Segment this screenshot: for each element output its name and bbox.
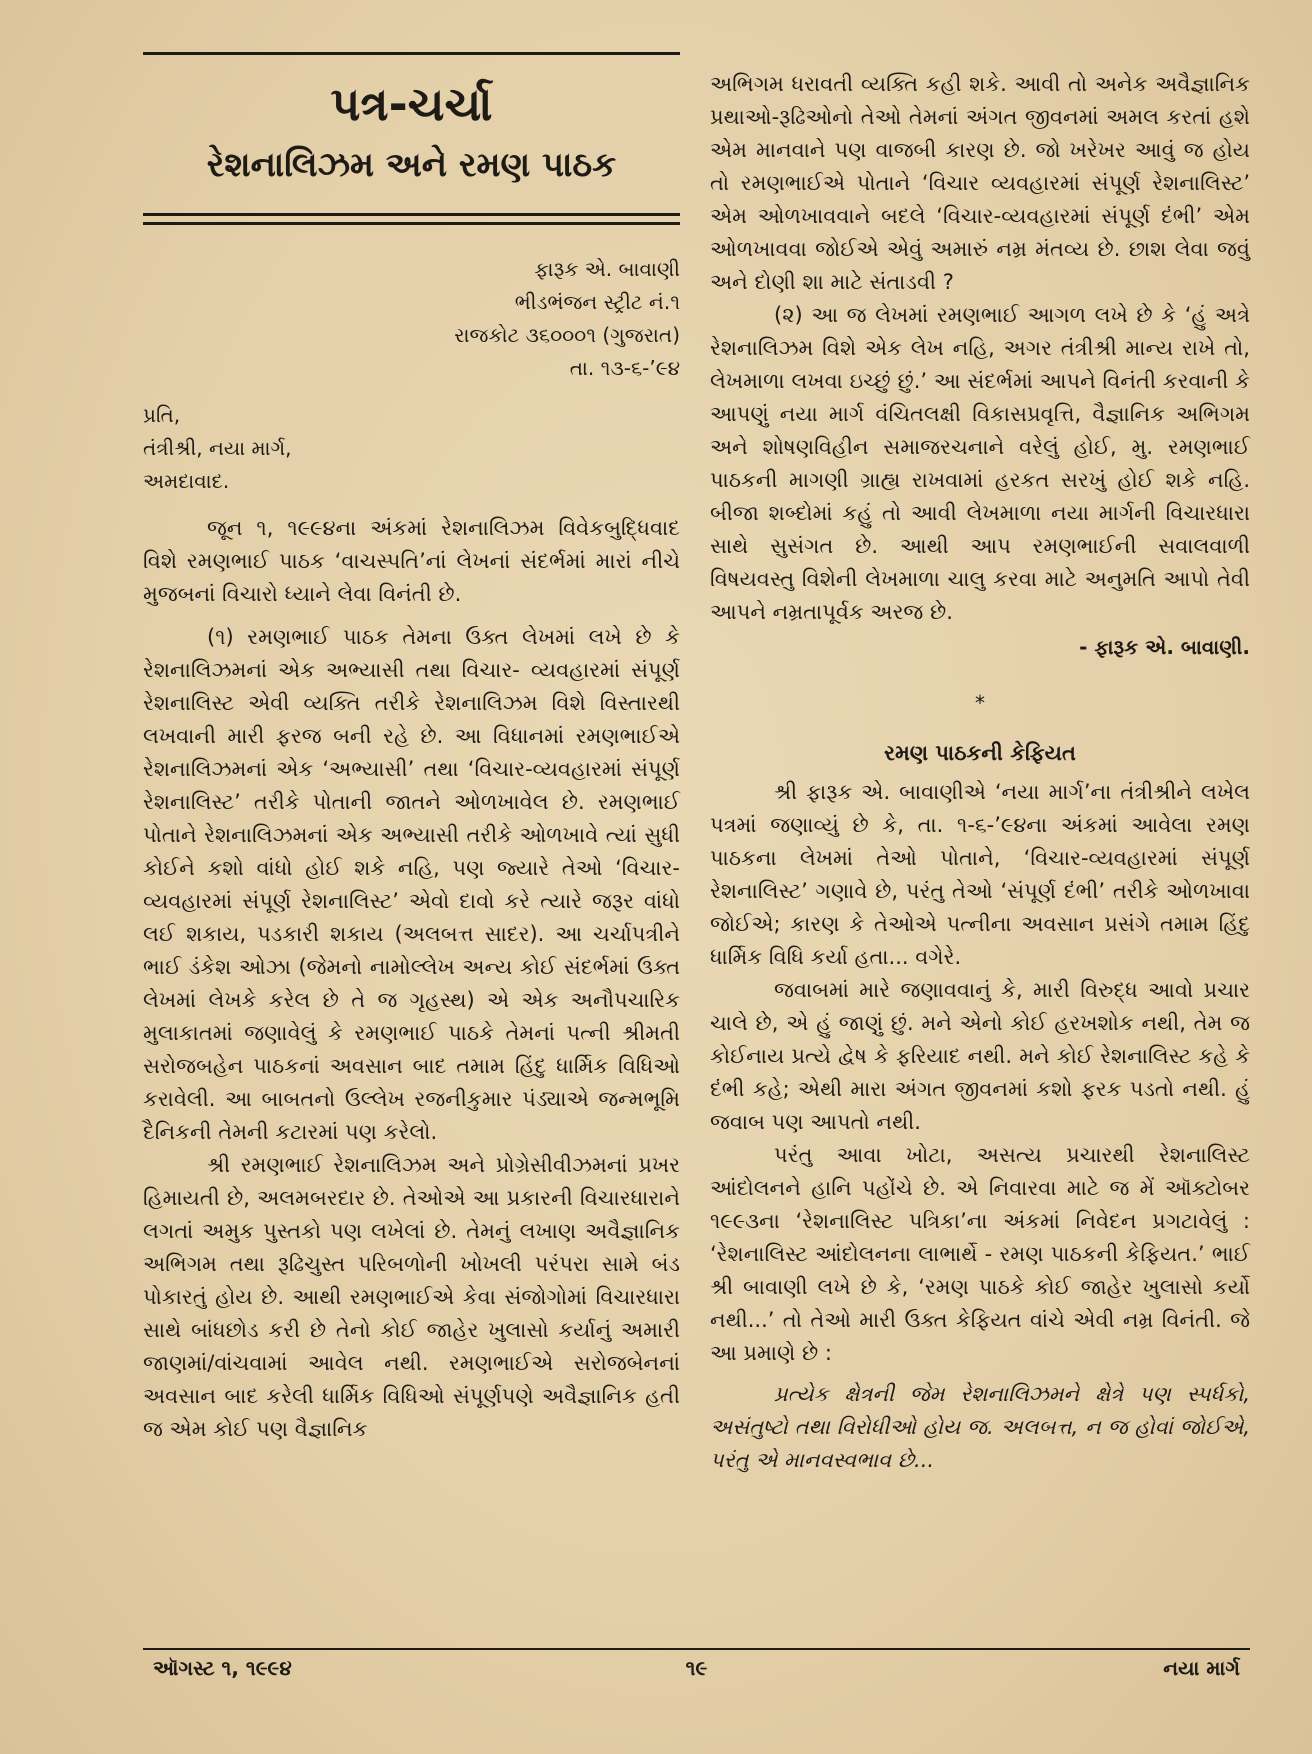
sender-street: ભીડભંજન સ્ટ્રીટ નં.૧ — [514, 290, 680, 314]
response-title: રમણ પાઠકની કેફિયત — [884, 741, 1076, 765]
page-footer — [143, 1656, 1250, 1686]
letter-paragraph: શ્રી રમણભાઈ રેશનાલિઝમ અને પ્રોગ્રેસીવીઝમનાં પ્રખર હિમાયતી છે, અલમબરદાર છે. તેઓએ આ પ્રકારની વિચારધારાને લગતાં અમુક પુસ્તકો પણ લખેલાં છે. તેમનું લખાણ અવૈજ્ઞાનિક અભિગમ તથા રૂઢિચુસ્ત પરિબળોની ખોખલી પરંપરા સામે બંડ પોકારતું હોય છે. આથી રમણભાઈએ કેવા સંજોગોમાં વિચારધારા સાથે બાંધછોડ કરી છે તેનો કોઈ જાહેર ખુલાસો કર્યાનું અમારી જાણમાં/વાંચવામાં આવેલ નથી. રમણભાઈએ સરોજબેનનાં અવસાન બાદ કરેલી ધાર્મિક વિધિઓ સંપૂર્ણપણે અવૈજ્ઞાનિક હતી જ એમ કોઈ પણ વૈજ્ઞાનિક — [143, 1153, 680, 1441]
response-paragraph: શ્રી ફારૂક એ. બાવાણીએ ‘નયા માર્ગ’ના તંત્રીશ્રીને લખેલ પત્રમાં જણાવ્યું છે કે, તા. ૧-૬-’૯૪ના અંકમાં આવેલા રમણ પાઠકના લેખમાં તેઓ પોતાને, ‘વિચાર-વ્યવહારમાં સંપૂર્ણ રેશનાલિસ્ટ’ ગણાવે છે, પરંતુ તેઓ ‘સંપૂર્ણ દંભી’ તરીકે ઓળખાવા જોઈએ; કારણ કે તેઓએ પત્નીના અવસાન પ્રસંગે તમામ હિંદુ ધાર્મિક વિધિ કર્યા હતા... વગેરે. — [710, 780, 1250, 969]
letter-date: તા. ૧૩-૬-’૯૪ — [569, 356, 680, 380]
recipient-line: પ્રતિ, — [143, 403, 181, 427]
article-headline: રેશનાલિઝમ અને રમણ પાઠક — [206, 145, 617, 185]
recipient-line: તંત્રીશ્રી, નયા માર્ગ, — [143, 436, 292, 460]
left-column — [143, 52, 680, 1446]
right-column — [710, 68, 1250, 1477]
letter-paragraph: જૂન ૧, ૧૯૯૪ના અંકમાં રેશનાલિઝમ વિવેકબુદ્ધિવાદ વિશે રમણભાઈ પાઠક ‘વાચસ્પતિ’નાં લેખનાં સંદર્ભમાં મારાં નીચે મુજબનાં વિચારો ધ્યાને લેવા વિનંતી છે. — [143, 516, 680, 606]
top-rule — [143, 52, 680, 55]
section-separator: * — [975, 691, 985, 715]
page-number: ૧૯ — [685, 1656, 708, 1680]
letter-paragraph: (૧) રમણભાઈ પાઠક તેમના ઉક્ત લેખમાં લખે છે કે રેશનાલિઝમનાં એક અભ્યાસી તથા વિચાર- વ્યવહારમાં સંપૂર્ણ રેશનાલિસ્ટ એવી વ્યક્તિ તરીકે રેશનાલિઝમ વિશે વિસ્તારથી લખવાની મારી ફરજ બની રહે છે. આ વિધાનમાં રમણભાઈએ રેશનાલિઝમનાં એક ‘અભ્યાસી’ તથા ‘વિચાર-વ્યવહારમાં સંપૂર્ણ રેશનાલિસ્ટ’ તરીકે પોતાની જાતને ઓળખાવેલ છે. રમણભાઈ પોતાને રેશનાલિઝમનાં એક અભ્યાસી તરીકે ઓળખાવે ત્યાં સુધી કોઈને કશો વાંધો હોઈ શકે નહિ, પણ જ્યારે તેઓ ‘વિચાર-વ્યવહારમાં સંપૂર્ણ રેશનાલિસ્ટ’ એવો દાવો કરે ત્યારે જરૂર વાંધો લઈ શકાય, પડકારી શકાય (અલબત્ત સાદર). આ ચર્ચાપત્રીને ભાઈ ડંકેશ ઓઝા (જેમનો નામોલ્લેખ અન્ય કોઈ સંદર્ભમાં ઉક્ત લેખમાં લેખકે કરેલ છે તે જ ગૃહસ્થ) એ એક અનૌપચારિક મુલાકાતમાં જણાવેલું કે રમણભાઈ પાઠકે તેમનાં પત્ની શ્રીમતી સરોજબહેન પાઠકનાં અવસાન બાદ તમામ હિંદુ ધાર્મિક વિધિઓ કરાવેલી. આ બાબતનો ઉલ્લેખ રજનીકુમાર પંડ્યાએ જન્મભૂમિ દૈનિકની તેમની કટારમાં પણ કરેલો. — [143, 625, 680, 1144]
footer-rule — [143, 1648, 1250, 1650]
letter-paragraph: અભિગમ ધરાવતી વ્યક્તિ કહી શકે. આવી તો અનેક અવૈજ્ઞાનિક પ્રથાઓ-રૂઢિઓનો તેઓ તેમનાં અંગત જીવનમાં અમલ કરતાં હશે એમ માનવાને પણ વાજબી કારણ છે. જો ખરેખર આવું જ હોય તો રમણભાઈએ પોતાને ‘વિચાર વ્યવહારમાં સંપૂર્ણ રેશનાલિસ્ટ’ એમ ઓળખાવવાને બદલે ‘વિચાર-વ્યવહારમાં સંપૂર્ણ દંભી’ એમ ઓળખાવવા જોઈએ એવું અમારું નમ્ર મંતવ્ય છે. છાશ લેવા જવું અને દોણી શા માટે સંતાડવી ? — [710, 72, 1250, 294]
sender-address — [143, 253, 680, 385]
sender-name: ફારૂક એ. બાવાણી — [534, 257, 680, 281]
response-paragraph: જવાબમાં મારે જણાવવાનું કે, મારી વિરુદ્ધ આવો પ્રચાર ચાલે છે, એ હું જાણું છું. મને એનો કોઈ હરખશોક નથી, તેમ જ કોઈનાય પ્રત્યે દ્વેષ કે ફરિયાદ નથી. મને કોઈ રેશનાલિસ્ટ કહે કે દંભી કહે; એથી મારા અંગત જીવનમાં કશો ફરક પડતો નથી. હું જવાબ પણ આપતો નથી. — [710, 978, 1250, 1134]
recipient-line: અમદાવાદ. — [143, 469, 230, 493]
letter-paragraph: (૨) આ જ લેખમાં રમણભાઈ આગળ લખે છે કે ‘હું અત્રે રેશનાલિઝમ વિશે એક લેખ નહિ, અગર તંત્રીશ્રી માન્ય રાખે તો, લેખમાળા લખવા ઇચ્છું છું.’ આ સંદર્ભમાં આપને વિનંતી કરવાની કે આપણું નયા માર્ગ વંચિતલક્ષી વિકાસપ્રવૃત્તિ, વૈજ્ઞાનિક અભિગમ અને શોષણવિહીન સમાજરચનાને વરેલું હોઈ, મુ. રમણભાઈ પાઠકની માગણી ગ્રાહ્ય રાખવામાં હરકત સરખું હોઈ શકે નહિ. બીજા શબ્દોમાં કહું તો આવી લેખમાળા નયા માર્ગની વિચારધારા સાથે સુસંગત છે. આથી આપ રમણભાઈની સવાલવાળી વિષયવસ્તુ વિશેની લેખમાળા ચાલુ કરવા માટે અનુમતિ આપો તેવી આપને નમ્રતાપૂર્વક અરજ છે. — [710, 303, 1250, 624]
double-rule — [143, 213, 680, 225]
letter-signature: - ફારૂક એ. બાવાણી. — [1079, 635, 1250, 659]
sender-city: રાજકોટ ૩૬૦૦૦૧ (ગુજરાત) — [454, 323, 680, 347]
section-masthead: પત્ર-ચર્ચા — [330, 77, 493, 131]
publication-name: નયા માર્ગ — [1163, 1656, 1240, 1680]
issue-date: ઑગસ્ટ ૧, ૧૯૯૪ — [153, 1656, 292, 1680]
response-paragraph: પરંતુ આવા ખોટા, અસત્ય પ્રચારથી રેશનાલિસ્ટ આંદોલનને હાનિ પહોંચે છે. એ નિવારવા માટે જ મેં ઑક્ટોબર ૧૯૯૩ના ‘રેશનાલિસ્ટ પત્રિકા’ના અંકમાં નિવેદન પ્રગટાવેલું : ‘રેશનાલિસ્ટ આંદોલનના લાભાર્થે - રમણ પાઠકની કેફિયત.’ ભાઈ શ્રી બાવાણી લખે છે કે, ‘રમણ પાઠકે કોઈ જાહેર ખુલાસો કર્યો નથી...’ તો તેઓ મારી ઉક્ત કેફિયત વાંચે એવી નમ્ર વિનંતી. જે આ પ્રમાણે છે : — [710, 1143, 1250, 1365]
recipient-block — [143, 399, 680, 498]
response-quote: પ્રત્યેક ક્ષેત્રની જેમ રેશનાલિઝમને ક્ષેત્રે પણ સ્પર્ધકો, અસંતુષ્ટો તથા વિરોધીઓ હોય જ. અલબત્ત, ન જ હોવાં જોઈએ, પરંતુ એ માનવસ્વભાવ છે... — [710, 1382, 1250, 1472]
